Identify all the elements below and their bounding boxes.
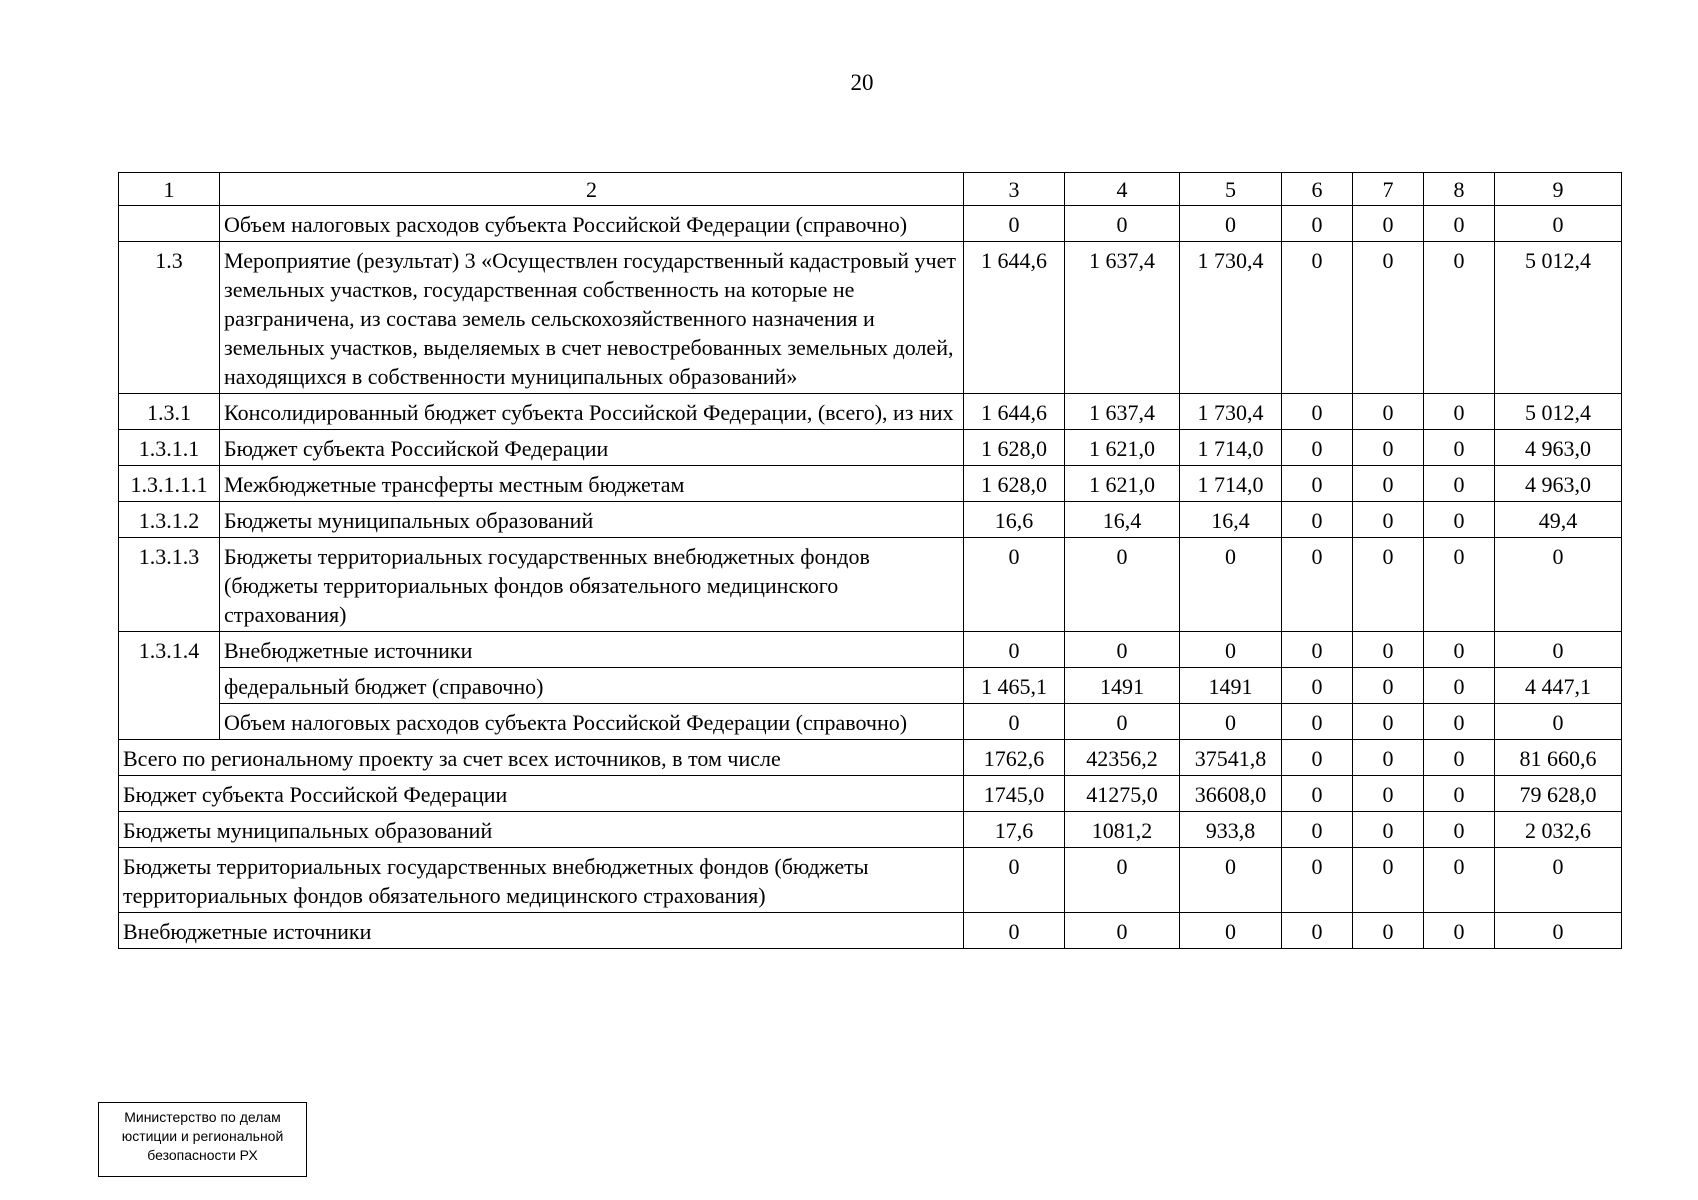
- value-cell: 0: [1424, 538, 1495, 632]
- row-name: Бюджеты территориальных государственных внебюджетных фондов (бюджеты территориальных фондов обязательного медицинского страхования): [220, 538, 964, 632]
- value-cell: 0: [1282, 668, 1353, 704]
- value-cell: 1 637,4: [1065, 242, 1180, 394]
- total-value-cell: 0: [1424, 913, 1495, 949]
- value-cell: 1 730,4: [1180, 242, 1282, 394]
- total-value-cell: 0: [1353, 740, 1424, 776]
- ministry-stamp: [98, 1102, 307, 1177]
- value-cell: 0: [1180, 538, 1282, 632]
- value-cell: 4 963,0: [1495, 430, 1622, 466]
- value-cell: 0: [1424, 430, 1495, 466]
- value-cell: 0: [1353, 242, 1424, 394]
- row-code: 1.3: [119, 242, 220, 394]
- row-name: Внебюджетные источники: [220, 632, 964, 668]
- value-cell: 0: [1495, 206, 1622, 242]
- value-cell: 0: [964, 704, 1065, 740]
- row-name: Консолидированный бюджет субъекта Российской Федерации, (всего), из них: [220, 394, 964, 430]
- total-row: [119, 776, 1622, 812]
- value-cell: 1 730,4: [1180, 394, 1282, 430]
- header-cell: 4: [1065, 173, 1180, 206]
- row-name: Бюджеты муниципальных образований: [220, 502, 964, 538]
- value-cell: 0: [964, 206, 1065, 242]
- total-name: Внебюджетные источники: [119, 913, 964, 949]
- value-cell: 1491: [1065, 668, 1180, 704]
- value-cell: 16,4: [1065, 502, 1180, 538]
- value-cell: 0: [1424, 466, 1495, 502]
- table-row: [119, 704, 1622, 740]
- value-cell: 1 621,0: [1065, 430, 1180, 466]
- value-cell: 0: [1180, 632, 1282, 668]
- total-name: Бюджеты территориальных государственных внебюджетных фондов (бюджеты территориальных фондов обязательного медицинского страхования): [119, 848, 964, 913]
- total-value-cell: 933,8: [1180, 812, 1282, 848]
- table-row: [119, 430, 1622, 466]
- value-cell: 0: [1282, 394, 1353, 430]
- total-value-cell: 0: [964, 913, 1065, 949]
- value-cell: 0: [1353, 466, 1424, 502]
- value-cell: 1 714,0: [1180, 466, 1282, 502]
- table-row: [119, 206, 1622, 242]
- row-code: 1.3.1.1: [119, 430, 220, 466]
- total-value-cell: 0: [1353, 776, 1424, 812]
- total-name: Всего по региональному проекту за счет всех источников, в том числе: [119, 740, 964, 776]
- total-value-cell: 79 628,0: [1495, 776, 1622, 812]
- value-cell: 1 628,0: [964, 466, 1065, 502]
- value-cell: 0: [1282, 206, 1353, 242]
- header-cell: 6: [1282, 173, 1353, 206]
- value-cell: 4 963,0: [1495, 466, 1622, 502]
- total-value-cell: 0: [1282, 913, 1353, 949]
- table-row: [119, 466, 1622, 502]
- row-code: 1.3.1.2: [119, 502, 220, 538]
- total-value-cell: 0: [1353, 913, 1424, 949]
- value-cell: 0: [1353, 502, 1424, 538]
- value-cell: 0: [964, 632, 1065, 668]
- row-code: [119, 206, 220, 242]
- header-cell: 5: [1180, 173, 1282, 206]
- total-row: [119, 740, 1622, 776]
- total-value-cell: 36608,0: [1180, 776, 1282, 812]
- table-row: [119, 538, 1622, 632]
- total-value-cell: 0: [1424, 776, 1495, 812]
- table-header-row: [119, 173, 1622, 206]
- value-cell: 0: [1424, 206, 1495, 242]
- total-value-cell: 0: [1180, 848, 1282, 913]
- stamp-line: безопасности РХ: [147, 1147, 258, 1163]
- total-value-cell: 0: [1282, 812, 1353, 848]
- value-cell: 1 621,0: [1065, 466, 1180, 502]
- value-cell: 0: [1424, 502, 1495, 538]
- total-value-cell: 0: [1180, 913, 1282, 949]
- value-cell: 0: [1282, 242, 1353, 394]
- value-cell: 0: [1353, 206, 1424, 242]
- value-cell: 1 465,1: [964, 668, 1065, 704]
- total-value-cell: 0: [1065, 848, 1180, 913]
- header-cell: 2: [220, 173, 964, 206]
- value-cell: 0: [1424, 632, 1495, 668]
- value-cell: 0: [1282, 430, 1353, 466]
- row-name: Бюджет субъекта Российской Федерации: [220, 430, 964, 466]
- row-code: 1.3.1: [119, 394, 220, 430]
- total-value-cell: 1745,0: [964, 776, 1065, 812]
- total-row: [119, 913, 1622, 949]
- value-cell: 0: [1282, 632, 1353, 668]
- value-cell: 0: [1495, 704, 1622, 740]
- stamp-line: Министерство по делам: [124, 1109, 281, 1125]
- row-name: Объем налоговых расходов субъекта Российской Федерации (справочно): [220, 206, 964, 242]
- total-value-cell: 0: [1282, 776, 1353, 812]
- value-cell: 1 644,6: [964, 242, 1065, 394]
- header-cell: 8: [1424, 173, 1495, 206]
- total-value-cell: 0: [1424, 848, 1495, 913]
- table-row: [119, 394, 1622, 430]
- value-cell: 0: [1424, 242, 1495, 394]
- total-value-cell: 0: [1353, 848, 1424, 913]
- value-cell: 16,6: [964, 502, 1065, 538]
- value-cell: 1 628,0: [964, 430, 1065, 466]
- total-value-cell: 42356,2: [1065, 740, 1180, 776]
- total-value-cell: 0: [1353, 812, 1424, 848]
- value-cell: 0: [1282, 466, 1353, 502]
- total-value-cell: 37541,8: [1180, 740, 1282, 776]
- row-name: Мероприятие (результат) 3 «Осуществлен государственный кадастровый учет земельных участков, государственная собственность на которые не разграничена, из состава земель сельскохозяйственного назначения и земельных участков, выделяемых в счет невостребованных земельных долей, находящихся в собственности муниципальных образований»: [220, 242, 964, 394]
- value-cell: 0: [1353, 394, 1424, 430]
- total-value-cell: 2 032,6: [1495, 812, 1622, 848]
- value-cell: 0: [1065, 538, 1180, 632]
- value-cell: 0: [1282, 502, 1353, 538]
- table-row: [119, 242, 1622, 394]
- total-value-cell: 0: [1282, 740, 1353, 776]
- total-row: [119, 812, 1622, 848]
- value-cell: 0: [1065, 206, 1180, 242]
- total-value-cell: 0: [1495, 848, 1622, 913]
- total-value-cell: 81 660,6: [1495, 740, 1622, 776]
- value-cell: 1 644,6: [964, 394, 1065, 430]
- value-cell: 0: [1353, 668, 1424, 704]
- value-cell: 5 012,4: [1495, 394, 1622, 430]
- value-cell: 1 714,0: [1180, 430, 1282, 466]
- value-cell: 0: [1424, 704, 1495, 740]
- row-name: Межбюджетные трансферты местным бюджетам: [220, 466, 964, 502]
- total-value-cell: 0: [1424, 812, 1495, 848]
- header-cell: 1: [119, 173, 220, 206]
- page-number: 20: [850, 70, 874, 95]
- total-value-cell: 0: [1282, 848, 1353, 913]
- total-value-cell: 1081,2: [1065, 812, 1180, 848]
- value-cell: 0: [1495, 538, 1622, 632]
- total-value-cell: 17,6: [964, 812, 1065, 848]
- row-code: 1.3.1.3: [119, 538, 220, 632]
- total-value-cell: 0: [1065, 913, 1180, 949]
- total-value-cell: 0: [1495, 913, 1622, 949]
- row-code: 1.3.1.1.1: [119, 466, 220, 502]
- header-cell: 7: [1353, 173, 1424, 206]
- value-cell: 0: [1424, 394, 1495, 430]
- total-value-cell: 41275,0: [1065, 776, 1180, 812]
- total-value-cell: 0: [964, 848, 1065, 913]
- total-row: [119, 848, 1622, 913]
- value-cell: 0: [1495, 632, 1622, 668]
- budget-table: [118, 172, 1622, 949]
- value-cell: 0: [1424, 668, 1495, 704]
- value-cell: 1491: [1180, 668, 1282, 704]
- total-value-cell: 1762,6: [964, 740, 1065, 776]
- value-cell: 5 012,4: [1495, 242, 1622, 394]
- value-cell: 0: [1065, 632, 1180, 668]
- row-name: федеральный бюджет (справочно): [220, 668, 964, 704]
- value-cell: 0: [1180, 206, 1282, 242]
- value-cell: 4 447,1: [1495, 668, 1622, 704]
- value-cell: 0: [1282, 538, 1353, 632]
- value-cell: 0: [1353, 538, 1424, 632]
- value-cell: 0: [1282, 704, 1353, 740]
- value-cell: 0: [1353, 632, 1424, 668]
- value-cell: 16,4: [1180, 502, 1282, 538]
- total-name: Бюджет субъекта Российской Федерации: [119, 776, 964, 812]
- stamp-line: юстиции и региональной: [121, 1128, 284, 1144]
- value-cell: 0: [1353, 704, 1424, 740]
- table-row: [119, 502, 1622, 538]
- value-cell: 0: [1180, 704, 1282, 740]
- header-cell: 3: [964, 173, 1065, 206]
- value-cell: 49,4: [1495, 502, 1622, 538]
- value-cell: 0: [964, 538, 1065, 632]
- total-name: Бюджеты муниципальных образований: [119, 812, 964, 848]
- table-row: [119, 668, 1622, 704]
- header-cell: 9: [1495, 173, 1622, 206]
- value-cell: 0: [1065, 704, 1180, 740]
- value-cell: 1 637,4: [1065, 394, 1180, 430]
- row-code: 1.3.1.4: [119, 632, 220, 740]
- total-value-cell: 0: [1424, 740, 1495, 776]
- table-row: [119, 632, 1622, 668]
- row-name: Объем налоговых расходов субъекта Российской Федерации (справочно): [220, 704, 964, 740]
- value-cell: 0: [1353, 430, 1424, 466]
